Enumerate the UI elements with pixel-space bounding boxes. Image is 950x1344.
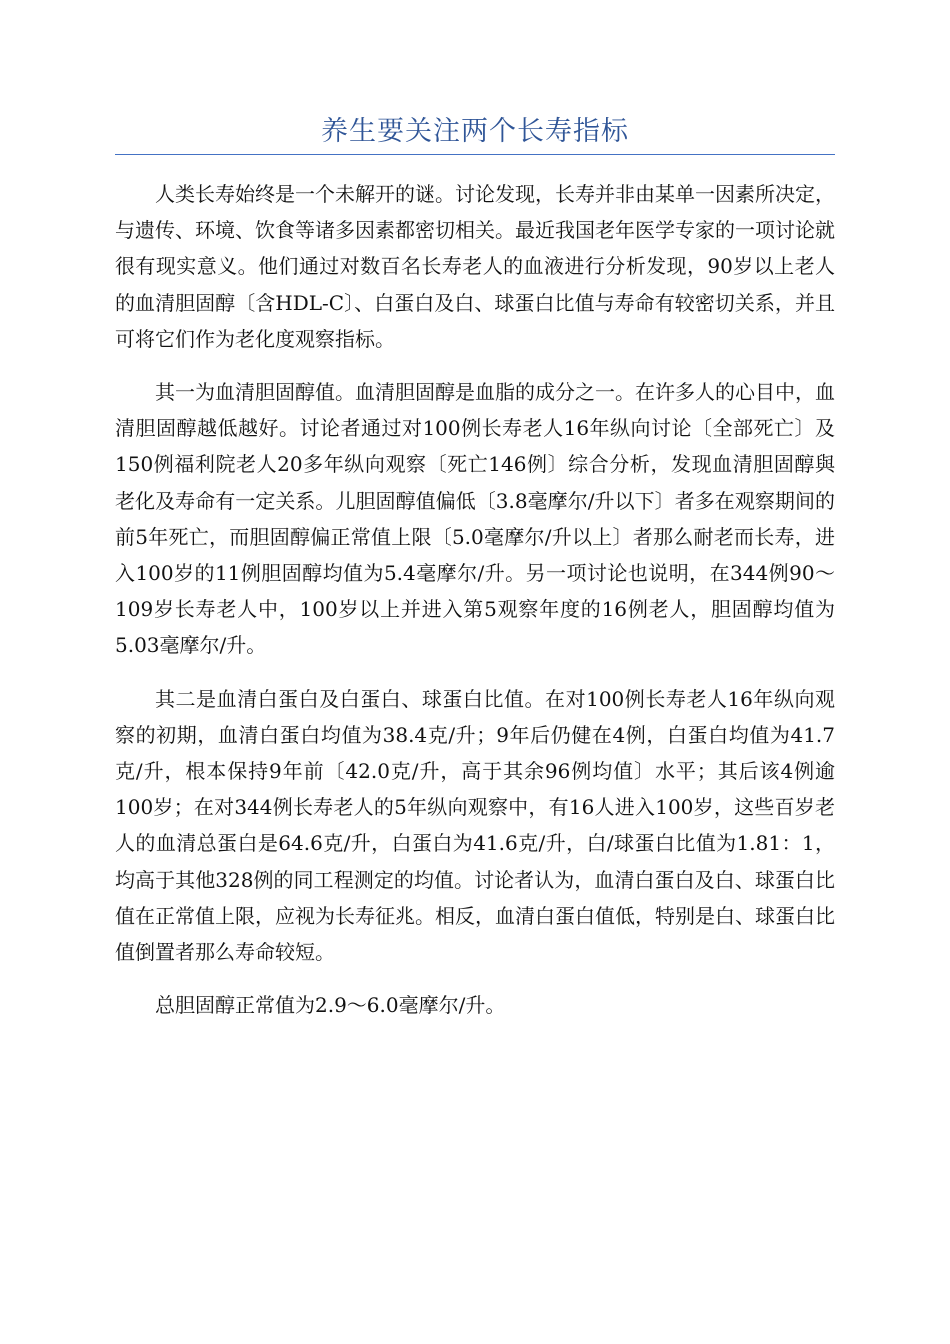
document-body: [115, 176, 835, 1040]
paragraph-cholesterol: 其一为血清胆固醇值。血清胆固醇是血脂的成分之一。在许多人的心目中，血清胆固醇越低越好。讨论者通过对100例长寿老人16年纵向讨论〔全部死亡〕及150例福利院老人20多年纵向观察〔死亡146例〕综合分析，发现血清胆固醇與老化及寿命有一定关系。儿胆固醇值偏低〔3.8毫摩尔/升以下〕者多在观察期间的前5年死亡，而胆固醇偏正常值上限〔5.0毫摩尔/升以上〕者那么耐老而长寿，进入100岁的11例胆固醇均值为5.4毫摩尔/升。另一项讨论也说明，在344例90～109岁长寿老人中，100岁以上并进入第5观察年度的16例老人，胆固醇均值为5.03毫摩尔/升。: [115, 380, 835, 658]
document-title: 养生要关注两个长寿指标: [321, 116, 629, 147]
title-underline: [115, 154, 835, 155]
paragraph-albumin: 其二是血清白蛋白及白蛋白、球蛋白比值。在对100例长寿老人16年纵向观察的初期，血清白蛋白均值为38.4克/升；9年后仍健在4例，白蛋白均值为41.7克/升，根本保持9年前〔42.0克/升，高于其余96例均值〕水平；其后该4例逾100岁；在对344例长寿老人的5年纵向观察中，有16人进入100岁，这些百岁老人的血清总蛋白是64.6克/升，白蛋白为41.6克/升，白/球蛋白比值为1.81：1，均高于其他328例的同工程测定的均值。讨论者认为，血清白蛋白及白、球蛋白比值在正常值上限，应视为长寿征兆。相反，血清白蛋白值低，特别是白、球蛋白比值倒置者那么寿命较短。: [115, 686, 835, 965]
paragraph-intro: 人类长寿始终是一个未解开的谜。讨论发现，长寿并非由某单一因素所决定，与遗传、环境、饮食等诸多因素都密切相关。最近我国老年医学专家的一项讨论就很有现实意义。他们通过对数百名长寿老人的血液进行分析发现，90岁以上老人的血清胆固醇〔含HDL-C〕、白蛋白及白、球蛋白比值与寿命有较密切关系，并且可将它们作为老化度观察指标。: [115, 182, 835, 351]
paragraph-normal-range: 总胆固醇正常值为2.9～6.0毫摩尔/升。: [155, 993, 506, 1018]
